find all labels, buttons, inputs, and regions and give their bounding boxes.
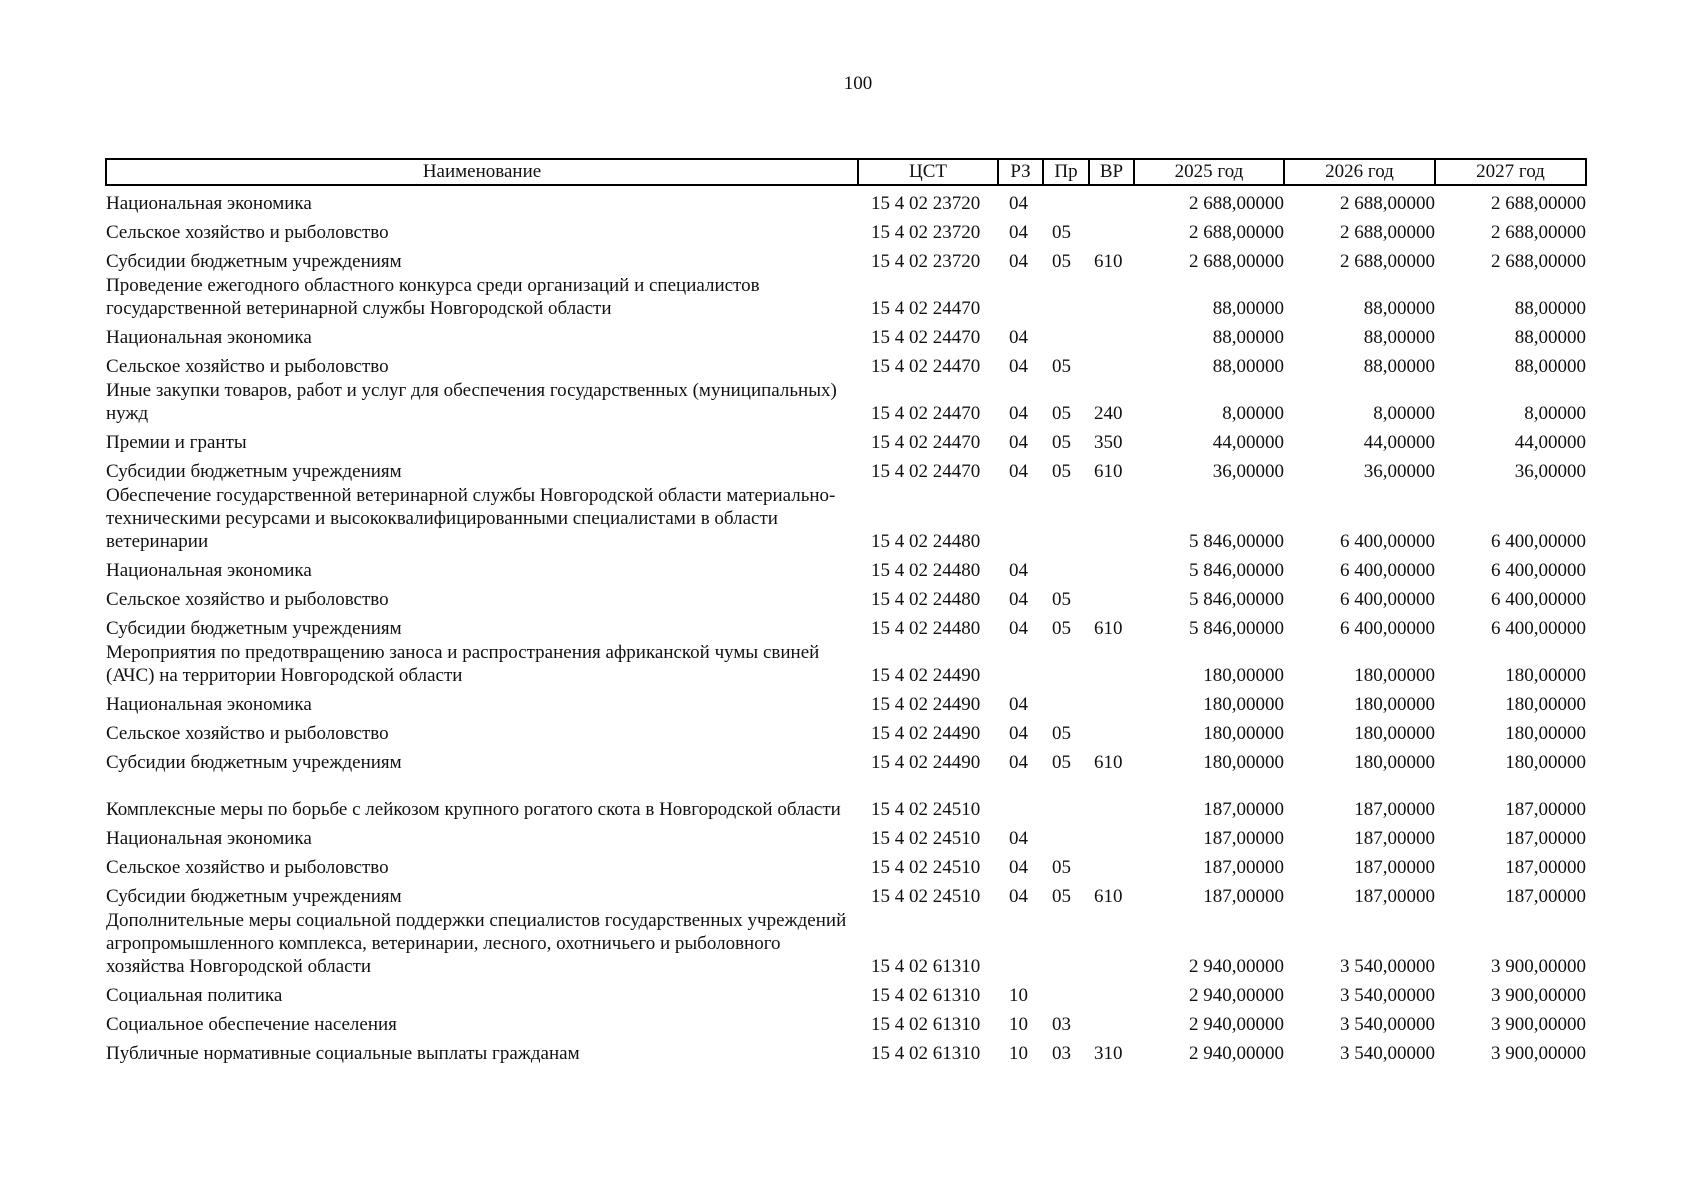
cell-vr: [1089, 774, 1134, 821]
cell-cst: 15 4 02 24510: [871, 886, 981, 907]
table-header: [106, 159, 1586, 185]
cell-rz: 04: [1009, 560, 1028, 581]
cell-cst: 15 4 02 61310: [871, 985, 981, 1006]
cell-rz: 04: [1009, 589, 1028, 610]
cell-name: Публичные нормативные социальные выплаты гражданам: [106, 1043, 580, 1064]
cell-2027: 3 900,00000: [1491, 985, 1586, 1006]
table-row: [106, 553, 1586, 582]
cell-rz: 04: [1009, 193, 1028, 214]
cell-2027: 180,00000: [1505, 694, 1586, 715]
cell-rz: 04: [1009, 752, 1028, 773]
cell-cst: 15 4 02 24490: [871, 694, 981, 715]
table-row: [106, 185, 1586, 215]
cell-2027: 6 400,00000: [1491, 618, 1586, 639]
header-rz: РЗ: [998, 159, 1043, 185]
cell-2025: 180,00000: [1203, 694, 1284, 715]
cell-name: Сельское хозяйство и рыболовство: [106, 857, 389, 878]
table-row: [106, 611, 1586, 640]
cell-2027: 3 900,00000: [1491, 1014, 1586, 1035]
cell-pr: [1043, 185, 1089, 215]
cell-name: Сельское хозяйство и рыболовство: [106, 222, 389, 243]
cell-rz: 04: [1009, 327, 1028, 348]
cell-pr: 05: [1052, 589, 1071, 610]
cell-2027: 180,00000: [1505, 752, 1586, 773]
cell-2026: 187,00000: [1354, 828, 1435, 849]
table-row: [106, 378, 1586, 425]
cell-2026: 6 400,00000: [1340, 589, 1435, 610]
cell-cst: 15 4 02 24470: [871, 461, 981, 482]
cell-2025: 180,00000: [1203, 752, 1284, 773]
cell-2027: 2 688,00000: [1491, 251, 1586, 272]
cell-vr: [1089, 483, 1134, 553]
cell-2026: 187,00000: [1354, 886, 1435, 907]
cell-name: Национальная экономика: [106, 560, 312, 581]
cell-2026: 44,00000: [1363, 432, 1435, 453]
cell-name: Мероприятия по предотвращению заноса и распространения африканской чумы свиней (АЧС) на территории Новгородской области: [106, 642, 820, 686]
cell-2025: 2 940,00000: [1189, 1014, 1284, 1035]
cell-vr: [1089, 821, 1134, 850]
cell-2027: 2 688,00000: [1491, 222, 1586, 243]
cell-2027: 2 688,00000: [1491, 193, 1586, 214]
cell-2027: 187,00000: [1505, 828, 1586, 849]
cell-pr: 05: [1052, 222, 1071, 243]
cell-2027: 187,00000: [1505, 857, 1586, 878]
table-row: [106, 716, 1586, 745]
cell-2027: 3 900,00000: [1491, 956, 1586, 977]
cell-2026: 180,00000: [1354, 723, 1435, 744]
cell-name: Социальное обеспечение населения: [106, 1014, 397, 1035]
cell-cst: 15 4 02 23720: [871, 222, 981, 243]
cell-pr: 05: [1052, 403, 1071, 424]
cell-pr: 05: [1052, 618, 1071, 639]
cell-2025: 2 940,00000: [1189, 956, 1284, 977]
cell-cst: 15 4 02 24470: [871, 432, 981, 453]
table-row: [106, 640, 1586, 687]
cell-rz: 04: [1009, 723, 1028, 744]
cell-name: Комплексные меры по борьбе с лейкозом крупного рогатого скота в Новгородской области: [106, 799, 841, 820]
table-row: [106, 687, 1586, 716]
cell-2025: 180,00000: [1203, 665, 1284, 686]
cell-cst: 15 4 02 24470: [871, 327, 981, 348]
cell-pr: [1043, 640, 1089, 687]
table-row: [106, 908, 1586, 978]
cell-rz: 04: [1009, 356, 1028, 377]
cell-vr: [1089, 320, 1134, 349]
cell-2025: 180,00000: [1203, 723, 1284, 744]
cell-name: Сельское хозяйство и рыболовство: [106, 589, 389, 610]
cell-2025: 5 846,00000: [1189, 589, 1284, 610]
cell-rz: 10: [1009, 985, 1028, 1006]
cell-pr: 05: [1052, 723, 1071, 744]
cell-vr: [1089, 349, 1134, 378]
cell-rz: [998, 774, 1043, 821]
cell-2025: 2 688,00000: [1189, 193, 1284, 214]
cell-name: Иные закупки товаров, работ и услуг для обеспечения государственных (муниципальных) нужд: [106, 380, 837, 424]
cell-name: Субсидии бюджетным учреждениям: [106, 251, 402, 272]
header-2025: 2025 год: [1134, 159, 1284, 185]
cell-2026: 180,00000: [1354, 752, 1435, 773]
cell-2025: 5 846,00000: [1189, 618, 1284, 639]
cell-pr: 05: [1052, 251, 1071, 272]
cell-cst: 15 4 02 24480: [871, 618, 981, 639]
cell-2025: 5 846,00000: [1189, 531, 1284, 552]
cell-2026: 2 688,00000: [1340, 222, 1435, 243]
cell-name: Сельское хозяйство и рыболовство: [106, 723, 389, 744]
cell-rz: 04: [1009, 403, 1028, 424]
cell-vr: [1089, 716, 1134, 745]
cell-name: Национальная экономика: [106, 193, 312, 214]
cell-2026: 180,00000: [1354, 665, 1435, 686]
cell-2026: 3 540,00000: [1340, 1043, 1435, 1064]
header-pr: Пр: [1043, 159, 1089, 185]
cell-name: Дополнительные меры социальной поддержки специалистов государственных учреждений агропромышленного комплекса, ветеринарии, лесного, охотничьего и рыболовного хозяйства Новгородской области: [106, 910, 847, 977]
cell-rz: 04: [1009, 222, 1028, 243]
table-row: [106, 1036, 1586, 1065]
cell-2025: 88,00000: [1212, 327, 1284, 348]
cell-cst: 15 4 02 24490: [871, 752, 981, 773]
cell-2026: 88,00000: [1363, 327, 1435, 348]
cell-2027: 3 900,00000: [1491, 1043, 1586, 1064]
cell-cst: 15 4 02 24470: [871, 298, 981, 319]
cell-cst: 15 4 02 61310: [871, 1043, 981, 1064]
cell-vr: [1089, 640, 1134, 687]
cell-rz: 04: [1009, 857, 1028, 878]
cell-pr: 05: [1052, 461, 1071, 482]
table-row: [106, 425, 1586, 454]
cell-vr: 610: [1094, 752, 1123, 773]
cell-name: Национальная экономика: [106, 694, 312, 715]
cell-2025: 2 688,00000: [1189, 222, 1284, 243]
table-row: [106, 774, 1586, 821]
cell-2025: 44,00000: [1212, 432, 1284, 453]
cell-name: Субсидии бюджетным учреждениям: [106, 618, 402, 639]
cell-rz: 04: [1009, 251, 1028, 272]
cell-name: Национальная экономика: [106, 327, 312, 348]
cell-vr: [1089, 908, 1134, 978]
cell-rz: [998, 483, 1043, 553]
cell-pr: 03: [1052, 1043, 1071, 1064]
cell-vr: [1089, 215, 1134, 244]
cell-pr: [1043, 483, 1089, 553]
cell-pr: 05: [1052, 857, 1071, 878]
cell-2027: 8,00000: [1524, 403, 1586, 424]
cell-cst: 15 4 02 24490: [871, 723, 981, 744]
cell-vr: [1089, 582, 1134, 611]
cell-2026: 3 540,00000: [1340, 1014, 1435, 1035]
cell-pr: [1043, 553, 1089, 582]
cell-rz: [998, 908, 1043, 978]
cell-2027: 44,00000: [1514, 432, 1586, 453]
cell-2026: 187,00000: [1354, 857, 1435, 878]
cell-2026: 2 688,00000: [1340, 193, 1435, 214]
cell-2026: 6 400,00000: [1340, 531, 1435, 552]
table-row: [106, 483, 1586, 553]
cell-pr: 05: [1052, 752, 1071, 773]
cell-2027: 6 400,00000: [1491, 531, 1586, 552]
cell-2025: 5 846,00000: [1189, 560, 1284, 581]
table-row: [106, 244, 1586, 273]
cell-2026: 3 540,00000: [1340, 956, 1435, 977]
cell-2025: 187,00000: [1203, 799, 1284, 820]
cell-2026: 36,00000: [1363, 461, 1435, 482]
cell-2025: 187,00000: [1203, 886, 1284, 907]
cell-rz: 04: [1009, 461, 1028, 482]
cell-pr: [1043, 320, 1089, 349]
cell-vr: [1089, 273, 1134, 320]
cell-2026: 8,00000: [1373, 403, 1435, 424]
cell-rz: 04: [1009, 618, 1028, 639]
cell-2025: 88,00000: [1212, 356, 1284, 377]
cell-pr: 05: [1052, 432, 1071, 453]
cell-pr: 05: [1052, 356, 1071, 377]
cell-2026: 187,00000: [1354, 799, 1435, 820]
cell-vr: 350: [1094, 432, 1123, 453]
cell-vr: 310: [1094, 1043, 1123, 1064]
cell-cst: 15 4 02 23720: [871, 251, 981, 272]
cell-2027: 6 400,00000: [1491, 560, 1586, 581]
table-row: [106, 1007, 1586, 1036]
cell-name: Субсидии бюджетным учреждениям: [106, 752, 402, 773]
cell-rz: [998, 640, 1043, 687]
cell-cst: 15 4 02 24510: [871, 799, 981, 820]
cell-vr: [1089, 1007, 1134, 1036]
cell-rz: 04: [1009, 886, 1028, 907]
cell-cst: 15 4 02 24510: [871, 857, 981, 878]
budget-table: [105, 158, 1587, 1065]
cell-2025: 36,00000: [1212, 461, 1284, 482]
cell-2025: 187,00000: [1203, 828, 1284, 849]
cell-vr: [1089, 687, 1134, 716]
cell-2027: 88,00000: [1514, 298, 1586, 319]
table-row: [106, 978, 1586, 1007]
header-name: Наименование: [106, 159, 858, 185]
table-row: [106, 215, 1586, 244]
table-row: [106, 454, 1586, 483]
cell-2026: 3 540,00000: [1340, 985, 1435, 1006]
cell-name: Социальная политика: [106, 985, 283, 1006]
cell-pr: [1043, 273, 1089, 320]
header-2026: 2026 год: [1284, 159, 1435, 185]
cell-2026: 88,00000: [1363, 298, 1435, 319]
table-row: [106, 320, 1586, 349]
cell-cst: 15 4 02 61310: [871, 956, 981, 977]
cell-cst: 15 4 02 23720: [871, 193, 981, 214]
cell-cst: 15 4 02 61310: [871, 1014, 981, 1035]
cell-pr: 03: [1052, 1014, 1071, 1035]
cell-name: Премии и гранты: [106, 432, 247, 453]
table-body: [106, 185, 1586, 1065]
cell-2026: 180,00000: [1354, 694, 1435, 715]
table-row: [106, 879, 1586, 908]
cell-rz: 04: [1009, 694, 1028, 715]
cell-name: Проведение ежегодного областного конкурса среди организаций и специалистов государственной ветеринарной службы Новгородской области: [106, 275, 760, 319]
cell-vr: [1089, 978, 1134, 1007]
cell-vr: [1089, 553, 1134, 582]
cell-name: Национальная экономика: [106, 828, 312, 849]
cell-pr: [1043, 687, 1089, 716]
cell-name: Обеспечение государственной ветеринарной службы Новгородской области материально-техническими ресурсами и высококвалифицированными специалистами в области ветеринарии: [106, 485, 836, 552]
cell-2027: 187,00000: [1505, 799, 1586, 820]
cell-rz: 04: [1009, 828, 1028, 849]
header-vr: ВР: [1089, 159, 1134, 185]
cell-vr: [1089, 185, 1134, 215]
header-cst: ЦСТ: [858, 159, 998, 185]
cell-2026: 88,00000: [1363, 356, 1435, 377]
table-row: [106, 273, 1586, 320]
cell-2027: 36,00000: [1514, 461, 1586, 482]
cell-2025: 8,00000: [1222, 403, 1284, 424]
cell-cst: 15 4 02 24470: [871, 403, 981, 424]
cell-vr: 610: [1094, 251, 1123, 272]
cell-cst: 15 4 02 24490: [871, 665, 981, 686]
cell-rz: 10: [1009, 1014, 1028, 1035]
cell-2025: 2 940,00000: [1189, 1043, 1284, 1064]
cell-2026: 6 400,00000: [1340, 618, 1435, 639]
cell-2026: 6 400,00000: [1340, 560, 1435, 581]
cell-2027: 88,00000: [1514, 356, 1586, 377]
cell-vr: [1089, 850, 1134, 879]
cell-2027: 6 400,00000: [1491, 589, 1586, 610]
cell-vr: 240: [1094, 403, 1123, 424]
cell-pr: [1043, 821, 1089, 850]
cell-cst: 15 4 02 24480: [871, 589, 981, 610]
cell-name: Субсидии бюджетным учреждениям: [106, 461, 402, 482]
cell-2025: 187,00000: [1203, 857, 1284, 878]
table-row: [106, 821, 1586, 850]
cell-cst: 15 4 02 24480: [871, 531, 981, 552]
cell-name: Сельское хозяйство и рыболовство: [106, 356, 389, 377]
cell-vr: 610: [1094, 461, 1123, 482]
cell-pr: 05: [1052, 886, 1071, 907]
cell-rz: 10: [1009, 1043, 1028, 1064]
cell-pr: [1043, 774, 1089, 821]
cell-2025: 88,00000: [1212, 298, 1284, 319]
cell-cst: 15 4 02 24480: [871, 560, 981, 581]
page-number: 100: [843, 73, 873, 94]
cell-cst: 15 4 02 24470: [871, 356, 981, 377]
cell-pr: [1043, 908, 1089, 978]
cell-vr: 610: [1094, 886, 1123, 907]
cell-cst: 15 4 02 24510: [871, 828, 981, 849]
cell-pr: [1043, 978, 1089, 1007]
cell-2026: 2 688,00000: [1340, 251, 1435, 272]
cell-vr: 610: [1094, 618, 1123, 639]
table-row: [106, 850, 1586, 879]
cell-2025: 2 688,00000: [1189, 251, 1284, 272]
cell-2027: 187,00000: [1505, 886, 1586, 907]
table-row: [106, 582, 1586, 611]
cell-2027: 180,00000: [1505, 723, 1586, 744]
cell-rz: [998, 273, 1043, 320]
header-2027: 2027 год: [1435, 159, 1586, 185]
cell-2025: 2 940,00000: [1189, 985, 1284, 1006]
table-row: [106, 349, 1586, 378]
cell-name: Субсидии бюджетным учреждениям: [106, 886, 402, 907]
cell-2027: 180,00000: [1505, 665, 1586, 686]
table-row: [106, 745, 1586, 774]
cell-2027: 88,00000: [1514, 327, 1586, 348]
cell-rz: 04: [1009, 432, 1028, 453]
